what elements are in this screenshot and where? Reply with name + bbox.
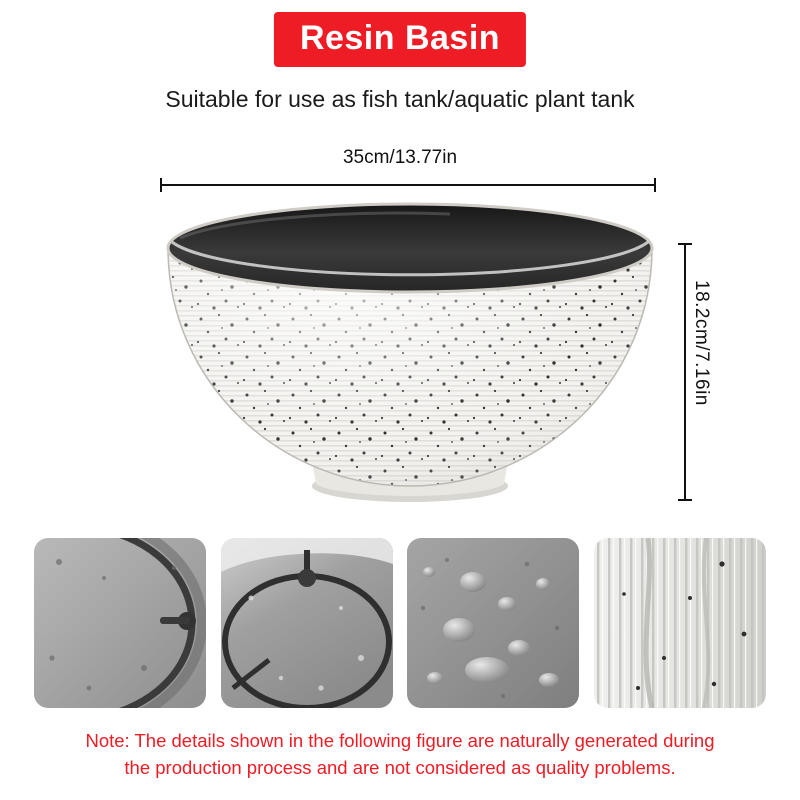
height-rule-line bbox=[684, 243, 686, 501]
detail-thumbnail-brush-texture[interactable] bbox=[594, 538, 766, 708]
product-image bbox=[150, 198, 670, 518]
note-line-1: Note: The details shown in the following figure are naturally generated during bbox=[85, 730, 715, 751]
width-dimension-label: 35cm/13.77in bbox=[342, 147, 458, 168]
detail-thumbnail-base-seam[interactable] bbox=[221, 538, 393, 708]
width-rule-right-cap bbox=[654, 178, 656, 192]
detail-thumbnail-row bbox=[34, 538, 766, 708]
disclaimer-note bbox=[0, 728, 800, 782]
height-rule-bottom-cap bbox=[678, 499, 692, 501]
height-dimension-label: 18.2cm/7.16in bbox=[691, 280, 712, 406]
page-title-banner: Resin Basin bbox=[274, 12, 526, 67]
detail-thumbnail-rim-seam[interactable] bbox=[34, 538, 206, 708]
detail-thumbnail-surface-bubbles[interactable] bbox=[407, 538, 579, 708]
subtitle-text: Suitable for use as fish tank/aquatic plant tank bbox=[165, 86, 635, 112]
width-rule-line bbox=[160, 184, 656, 186]
note-line-2: the production process and are not considered as quality problems. bbox=[124, 756, 676, 778]
width-dimension-rule bbox=[160, 178, 656, 192]
